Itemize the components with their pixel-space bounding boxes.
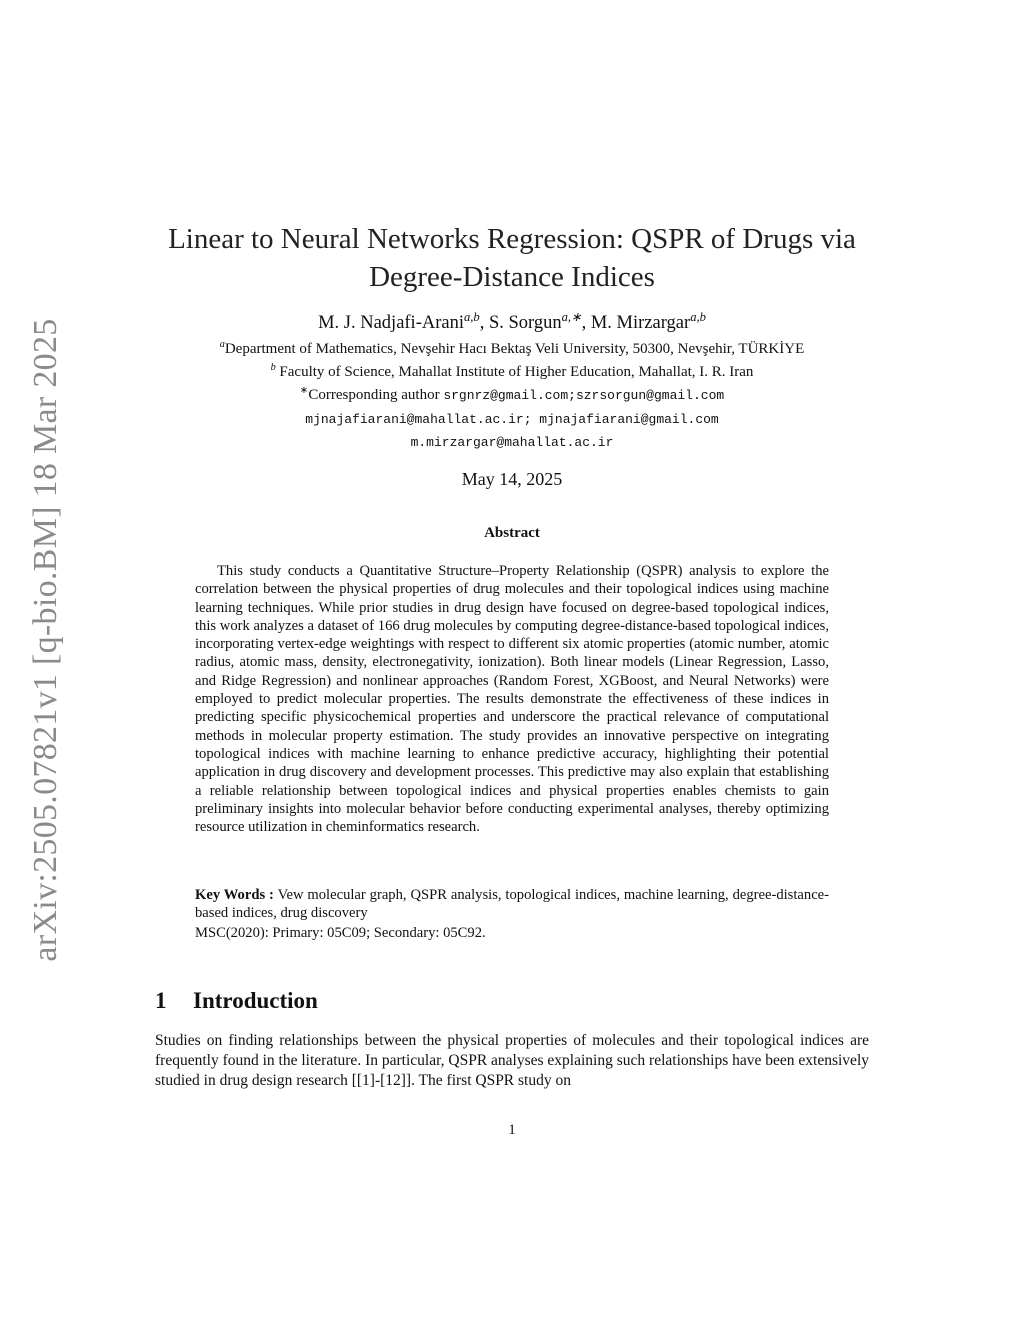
- page-number: 1: [508, 1122, 516, 1138]
- abstract-heading: Abstract: [484, 525, 540, 541]
- author-name: S. Sorgun: [488, 313, 562, 333]
- author-name: M. J. Nadjafi-Arani: [318, 313, 464, 333]
- email-line-1: srgnrz@gmail.com;szrsorgun@gmail.com: [443, 388, 725, 403]
- author-superscript: a,b: [463, 309, 480, 324]
- keywords: [195, 886, 829, 923]
- author-list: M. J. Nadjafi-Arani$^{a,b}$, S. Sorgun$^{a,∗}$, M. Mirzargar$^{a,b}$: [318, 309, 706, 333]
- affiliation-b: [130, 364, 894, 381]
- affiliation-b-text: Faculty of Science, Mahallat Institute of Higher Education, Mahallat, I. R. Iran: [279, 364, 754, 380]
- email-line-3: m.mirzargar@mahallat.ac.ir: [410, 435, 614, 450]
- affiliation-a-text: Department of Mathematics, Nevşehir Hacı Bektaş Veli University, 50300, Nevşehir, TÜRKİYE: [224, 341, 805, 357]
- section-heading: [155, 988, 318, 1014]
- author-superscript: a,b: [690, 309, 706, 324]
- intro-paragraph: Studies on finding relationships between the physical properties of molecules and their topological indices are frequently found in the literature. In particular, QSPR analyses explaining such relationships have been extensively studied in drug design research [[1]-[12]]. The first QSPR study on: [155, 1032, 869, 1089]
- affiliation-b-marker: b: [270, 362, 276, 373]
- abstract-text: This study conducts a Quantitative Structure–Property Relationship (QSPR) analysis to explore the correlation between the physical properties of drug molecules and their topological indices using machine learning techniques. While prior studies in drug design have focused on degree-based topological indices, this work analyzes a dataset of 166 drug molecules by computing degree-distance-based topological indices, incorporating vertex-edge weightings with respect to different six atomic properties (atomic number, atomic radius, atomic mass, density, electronegativity, ionization). Both linear models (Linear Regression, Lasso, and Ridge Regression) and nonlinear approaches (Random Forest, XGBoost, and Neural Networks) were employed to predict molecular properties. The results demonstrate the effectiveness of these indices in predicting specific physicochemical properties and underscore the practical relevance of computational methods in molecular property estimation. The study provides an innovative perspective on integrating topological indices with machine learning to enhance predictive accuracy, highlighting their potential application in drug discovery and development processes. This predictive may also explain that establishing a reliable relationship between topological indices and physical properties enables chemists to gain preliminary insights into molecular behavior before conducting experimental analyses, thereby optimizing resource utilization in cheminformatics research.: [195, 563, 829, 836]
- section-title: Introduction: [193, 988, 318, 1013]
- email-line-2: mjnajafiarani@mahallat.ac.ir; mjnajafiarani@gmail.com: [305, 412, 719, 427]
- title-line-1: Linear to Neural Networks Regression: QSPR of Drugs via: [168, 223, 856, 255]
- section-number: 1: [155, 988, 167, 1013]
- affiliation-a: [130, 341, 894, 358]
- title-line-2: Degree-Distance Indices: [369, 261, 655, 293]
- publication-date: May 14, 2025: [461, 469, 563, 489]
- paper-title: [130, 220, 894, 296]
- msc-classification: MSC(2020): Primary: 05C09; Secondary: 05C92.: [195, 925, 486, 941]
- affiliation-a-marker: a: [219, 339, 225, 350]
- author-name: M. Mirzargar: [590, 313, 691, 333]
- author-superscript: a,∗: [561, 309, 582, 324]
- keywords-label: Key Words :: [195, 887, 274, 903]
- corresponding-author: [130, 387, 894, 404]
- corresponding-label: Corresponding author: [308, 387, 440, 403]
- corresponding-marker: ∗: [299, 385, 309, 396]
- keywords-text: Vew molecular graph, QSPR analysis, topological indices, machine learning, degree-distance-based indices, drug discovery: [195, 887, 830, 922]
- arxiv-stamp-text: arXiv:2505.07821v1 [q-bio.BM] 18 Mar 2025: [27, 318, 64, 962]
